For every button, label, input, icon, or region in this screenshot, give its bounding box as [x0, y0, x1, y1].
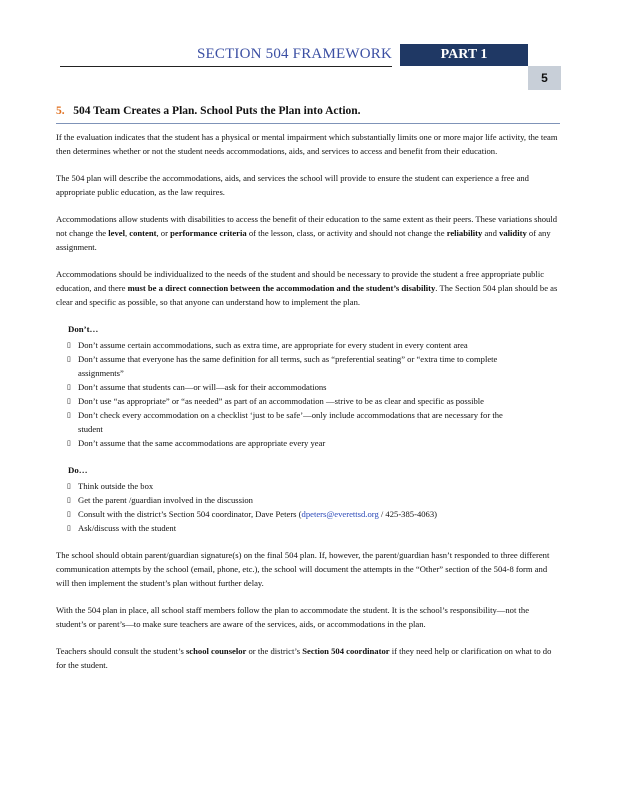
text-run: and — [482, 228, 500, 238]
bullet-icon: ▯ — [67, 397, 71, 405]
list-item-text: Don’t assume that students can—or will—ask for their accommodations — [78, 382, 327, 392]
bold-term-content: content — [129, 228, 157, 238]
list-item — [56, 479, 508, 493]
paragraph-plan: The 504 plan will describe the accommodations, aids, and services the school will provide to ensure the student can experience a free and appropriate public education, as the law requires. — [56, 173, 529, 197]
email-link[interactable]: dpeters@everettsd.org — [301, 509, 379, 519]
bullet-icon: ▯ — [67, 482, 71, 490]
text-run: of any assignment. — [56, 228, 551, 252]
list-item-text: Don’t check every accommodation on a checklist ‘just to be safe’—only include accommodations that are necessary for the student — [78, 410, 503, 434]
bold-school-counselor: school counselor — [185, 646, 247, 656]
list-item-text: Don’t assume that the same accommodations are appropriate every year — [78, 438, 326, 448]
bold-504-coordinator: Section 504 coordinator — [302, 646, 390, 656]
list-item-text: Consult with the district’s Section 504 coordinator, Dave Peters ( — [78, 509, 302, 519]
bullet-icon: ▯ — [67, 383, 71, 391]
text-run: Accommodations should be individualized to the needs of the student and should be necessary to provide the student a free appropriate public education, and there — [56, 269, 545, 293]
text-run: Accommodations allow students with disabilities to access the benefit of their education to the same extent as their peers. These variations should not change the — [56, 214, 558, 238]
donts-list — [56, 338, 560, 450]
list-item — [56, 521, 508, 535]
bullet-icon: ▯ — [67, 524, 71, 532]
list-item-text: Get the parent /guardian involved in the discussion — [78, 495, 253, 505]
bullet-icon: ▯ — [67, 355, 71, 363]
list-item — [56, 394, 508, 408]
section-title: SECTION 504 FRAMEWORK — [196, 46, 392, 62]
list-item-text: Ask/discuss with the student — [78, 523, 177, 533]
bullet-icon: ▯ — [67, 496, 71, 504]
bullet-icon: ▯ — [67, 411, 71, 419]
bullet-icon: ▯ — [67, 439, 71, 447]
paragraph-accommodations — [56, 212, 560, 254]
text-run: , — [124, 228, 130, 238]
paragraph-individualized — [56, 267, 560, 309]
bold-term-reliability: reliability — [446, 228, 483, 238]
header-rule — [60, 66, 392, 67]
list-item — [56, 408, 508, 436]
part-label: PART 1 — [400, 44, 528, 66]
bold-direct-connection: must be a direct connection between the accommodation and the student’s disability — [127, 283, 436, 293]
section-rule — [56, 123, 560, 124]
list-item — [56, 493, 508, 507]
bold-term-validity: validity — [499, 228, 527, 238]
bullet-icon: ▯ — [67, 341, 71, 349]
list-item-text: Don’t assume certain accommodations, such as extra time, are appropriate for every student in every content area — [78, 340, 468, 350]
bold-term-level: level — [108, 228, 125, 238]
list-item-text: Don’t use “as appropriate” or “as needed” as part of an accommodation —strive to be as clear and specific as possible — [78, 396, 484, 406]
list-item — [56, 338, 508, 352]
dos-label: Do… — [68, 465, 88, 475]
donts-label: Don’t… — [68, 324, 99, 334]
section-heading-text: 504 Team Creates a Plan. School Puts the Plan into Action. — [73, 105, 361, 117]
dos-list — [56, 479, 560, 535]
text-run: or the district’s — [246, 646, 303, 656]
text-run: of the lesson, class, or activity and should not change the — [246, 228, 447, 238]
list-item — [56, 380, 508, 394]
list-item — [56, 436, 508, 450]
text-run: , or — [156, 228, 171, 238]
text-run: . The Section 504 plan should be as clear and specific as possible, so that anyone can understand how to implement the plan. — [56, 283, 558, 307]
body-content — [56, 130, 560, 685]
paragraph-evaluation: If the evaluation indicates that the student has a physical or mental impairment which substantially limits one or more major life activity, the team then determines whether or not the student needs accommodations, aids, and services to access and benefit from their education. — [56, 132, 558, 156]
paragraph-responsibility: With the 504 plan in place, all school staff members follow the plan to accommodate the student. It is the school’s responsibility—not the student’s or parent’s—to make sure teachers are aware of the services, aids, or accommodations in the plan. — [56, 605, 530, 629]
bold-term-performance: performance criteria — [170, 228, 247, 238]
list-item-text: Think outside the box — [78, 481, 154, 491]
bullet-icon: ▯ — [67, 510, 71, 518]
list-item — [56, 352, 508, 380]
section-number: 5. — [56, 105, 65, 117]
list-item-text: / 425-385-4063) — [378, 509, 437, 519]
list-item-text: Don’t assume that everyone has the same definition for all terms, such as “preferential seating” or “extra time to complete assignments” — [78, 354, 498, 378]
section-heading — [56, 105, 361, 117]
page-number: 5 — [528, 66, 561, 90]
paragraph-signature: The school should obtain parent/guardian signature(s) on the final 504 plan. If, however, the parent/guardian hasn’t responded to three different communication attempts by the school (email, phone, etc.), the school will document the attempts in the “Other” section of the 504-8 form and will then implement the student’s plan without further delay. — [56, 550, 550, 588]
list-item — [56, 507, 508, 521]
paragraph-consult — [56, 644, 560, 672]
text-run: if they need help or clarification on what to do for the student. — [56, 646, 552, 670]
text-run: Teachers should consult the student’s — [56, 646, 186, 656]
